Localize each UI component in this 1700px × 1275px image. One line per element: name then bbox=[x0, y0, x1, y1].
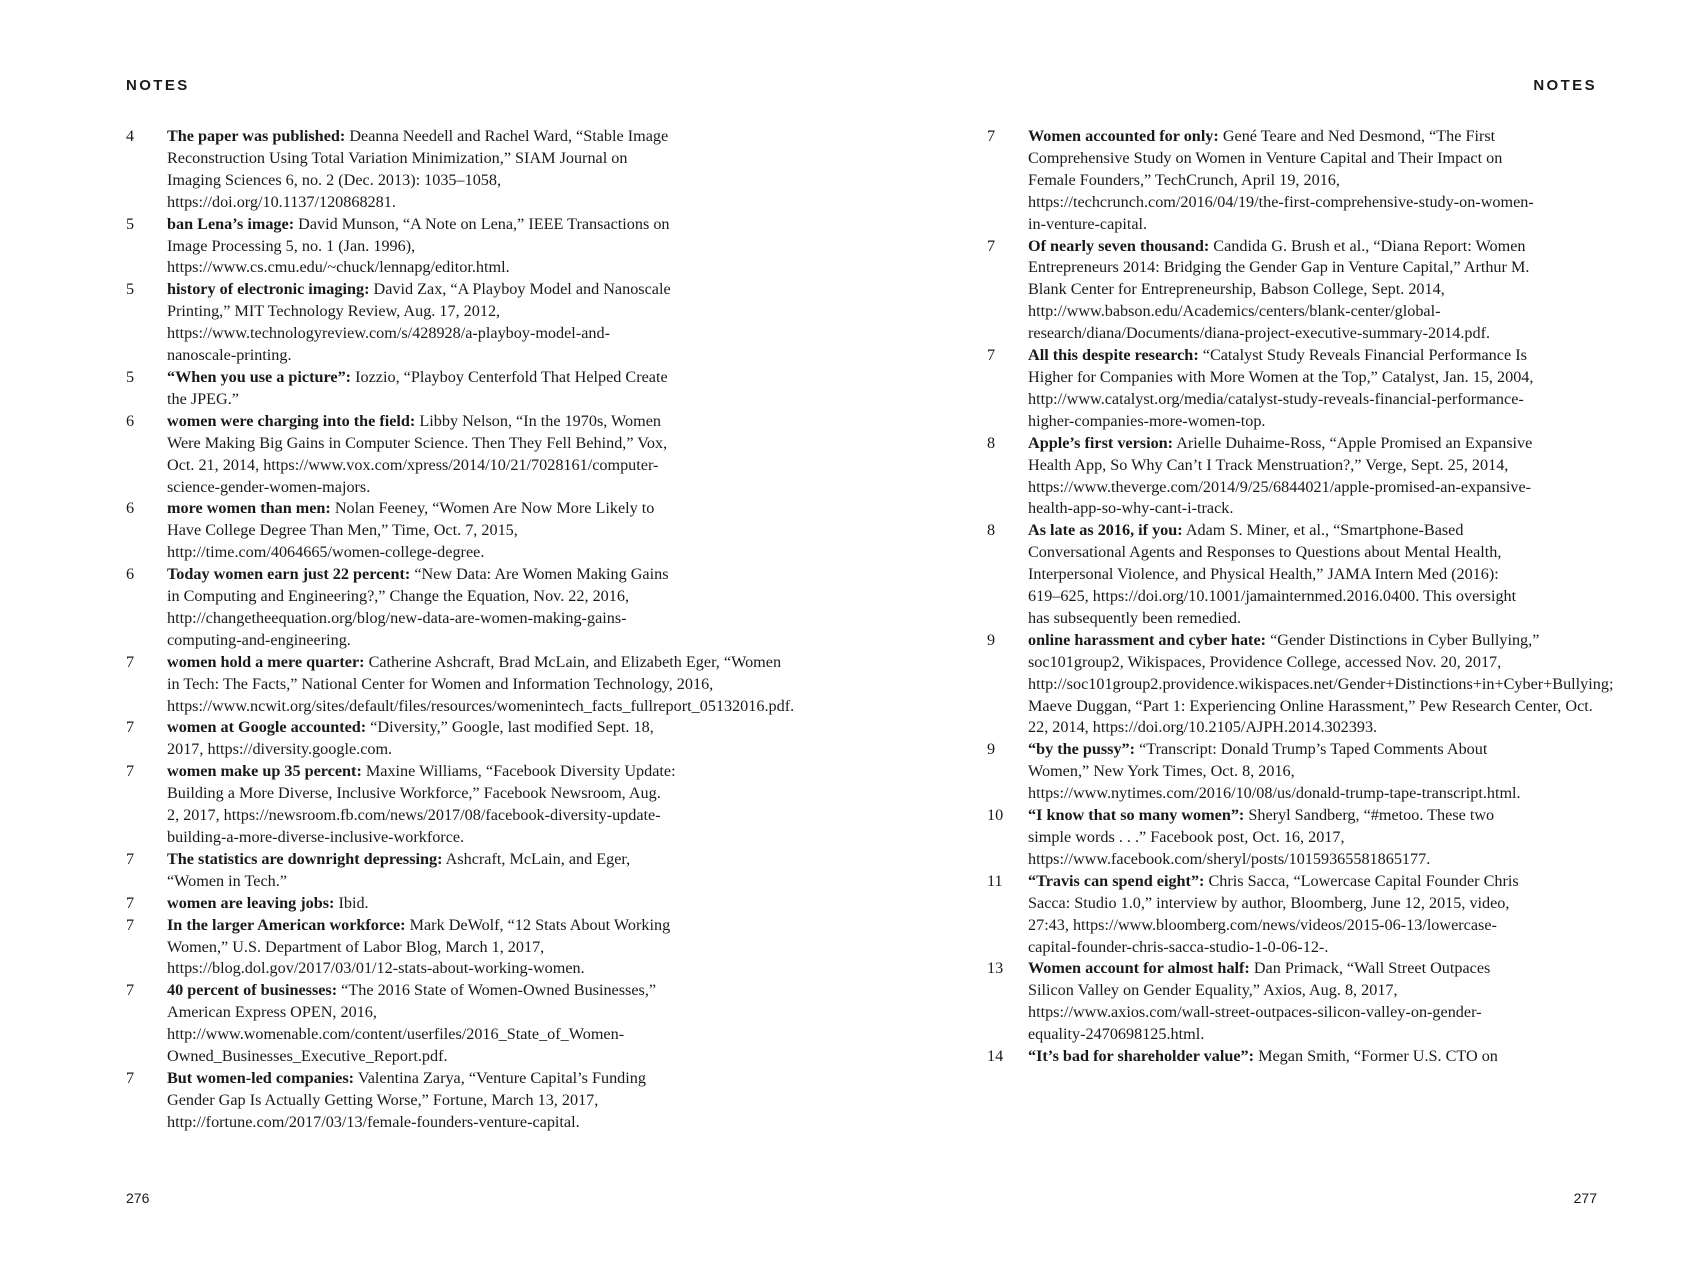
note-entry bbox=[126, 126, 676, 214]
note-body bbox=[167, 126, 676, 214]
note-entry bbox=[987, 1046, 1535, 1068]
note-citation: “Transcript: Donald Trump’s Taped Comments About Women,” New York Times, Oct. 8, 2016, https://www.nytimes.com/2016/10/08/us/donald-trump-tape-transcript.html. bbox=[1028, 740, 1521, 803]
note-body bbox=[167, 564, 676, 652]
note-entry bbox=[126, 652, 795, 718]
note-entry bbox=[126, 564, 676, 652]
note-page-ref: 4 bbox=[126, 127, 135, 145]
note-entry bbox=[126, 279, 676, 367]
note-body bbox=[1028, 433, 1535, 521]
note-body bbox=[1028, 520, 1535, 630]
note-citation: David Munson, “A Note on Lena,” IEEE Transactions on Image Processing 5, no. 1 (Jan. 1996), https://www.cs.cmu.edu/~chuck/lennapg/editor.html. bbox=[167, 214, 670, 277]
note-lead-phrase: “by the pussy”: bbox=[1028, 740, 1136, 759]
note-citation: Deanna Needell and Rachel Ward, “Stable Image Reconstruction Using Total Variation Minimization,” SIAM Journal on Imaging Sciences 6, no. 2 (Dec. 2013): 1035–1058, https://doi.org/10.1137/120868281. bbox=[167, 127, 669, 211]
note-body bbox=[167, 498, 676, 564]
note-lead-phrase: But women-led companies: bbox=[167, 1068, 355, 1087]
note-body bbox=[1028, 345, 1535, 433]
note-body bbox=[167, 652, 794, 718]
running-head-left: NOTES bbox=[126, 77, 190, 94]
note-page-ref: 6 bbox=[126, 565, 135, 584]
right-page bbox=[850, 0, 1700, 1275]
note-entry bbox=[987, 126, 1535, 236]
note-body bbox=[167, 214, 676, 280]
note-entry bbox=[987, 433, 1535, 521]
note-citation: Mark DeWolf, “12 Stats About Working Women,” U.S. Department of Labor Blog, March 1, 2017, https://blog.dol.gov/2017/03/01/12-stats-about-working-women. bbox=[167, 915, 671, 978]
note-lead-phrase: women were charging into the field: bbox=[167, 411, 416, 430]
note-page-ref: 6 bbox=[126, 499, 135, 518]
note-entry bbox=[987, 739, 1535, 805]
note-entry bbox=[126, 1068, 676, 1134]
note-page-ref: 7 bbox=[126, 762, 135, 781]
note-lead-phrase: online harassment and cyber hate: bbox=[1028, 630, 1267, 649]
note-page-ref: 8 bbox=[987, 433, 996, 452]
note-citation: Ashcraft, McLain, and Eger, “Women in Tech.” bbox=[167, 849, 631, 890]
note-page-ref: 7 bbox=[126, 652, 135, 671]
note-page-ref: 5 bbox=[126, 367, 135, 386]
note-citation: Iozzio, “Playboy Centerfold That Helped Create the JPEG.” bbox=[167, 367, 668, 408]
note-citation: “Catalyst Study Reveals Financial Performance Is Higher for Companies with More Women at the Top,” Catalyst, Jan. 15, 2004, http://www.catalyst.org/media/catalyst-study-reveals-financial-performance-higher-companies-more-women-top. bbox=[1028, 346, 1534, 430]
note-lead-phrase: The statistics are downright depressing: bbox=[167, 849, 443, 868]
note-citation: Megan Smith, “Former U.S. CTO on bbox=[1254, 1047, 1498, 1066]
note-entry bbox=[126, 214, 676, 280]
note-lead-phrase: All this despite research: bbox=[1028, 346, 1199, 365]
note-body bbox=[1028, 126, 1535, 236]
notes-list-right bbox=[987, 126, 1614, 1068]
note-lead-phrase: history of electronic imaging: bbox=[167, 280, 370, 299]
note-citation: Valentina Zarya, “Venture Capital’s Funding Gender Gap Is Actually Getting Worse,” Fortune, March 13, 2017, http://fortune.com/2017/03/13/female-founders-venture-capital. bbox=[167, 1068, 646, 1131]
note-body bbox=[1028, 236, 1535, 346]
note-body bbox=[167, 849, 676, 893]
note-page-ref: 7 bbox=[126, 718, 135, 737]
note-page-ref: 7 bbox=[126, 849, 135, 868]
note-citation: “Diversity,” Google, last modified Sept. 18, 2017, https://diversity.google.com. bbox=[167, 718, 654, 759]
note-lead-phrase: Of nearly seven thousand: bbox=[1028, 236, 1210, 255]
note-lead-phrase: In the larger American workforce: bbox=[167, 915, 406, 934]
page-number-left: 276 bbox=[126, 1190, 150, 1206]
note-entry bbox=[987, 630, 1614, 740]
note-citation: Chris Sacca, “Lowercase Capital Founder Chris Sacca: Studio 1.0,” interview by author, Bloomberg, June 12, 2015, video, 27:43, https://www.bloomberg.com/news/videos/2015-06-13/lowercase-capital-founder-chris-sacca-studio-1-0-06-12-. bbox=[1028, 871, 1519, 956]
note-lead-phrase: women are leaving jobs: bbox=[167, 893, 335, 912]
note-entry bbox=[987, 958, 1535, 1046]
note-lead-phrase: 40 percent of businesses: bbox=[167, 981, 338, 1000]
note-body bbox=[1028, 958, 1535, 1046]
note-citation: “Gender Distinctions in Cyber Bullying,” soc101group2, Wikispaces, Providence College, accessed Nov. 20, 2017, http://soc101group2.providence.wikispaces.net/Gender+Distinctions+in+Cyber+Bullying; Maeve Duggan, “Part 1: Experiencing Online Harassment,” Pew Research Center, Oct. 22, 2014, https://doi.org/10.2105/AJPH.2014.302393. bbox=[1028, 630, 1614, 737]
note-lead-phrase: women hold a mere quarter: bbox=[167, 652, 365, 671]
note-entry bbox=[987, 805, 1535, 871]
note-entry bbox=[126, 717, 676, 761]
note-body bbox=[1028, 1046, 1535, 1068]
note-body bbox=[167, 761, 676, 849]
note-citation: Maxine Williams, “Facebook Diversity Update: Building a More Diverse, Inclusive Workforce,” Facebook Newsroom, Aug. 2, 2017, https://newsroom.fb.com/news/2017/08/facebook-diversity-update-building-a-more-diverse-inclusive-workforce. bbox=[167, 762, 676, 846]
running-head-right: NOTES bbox=[1533, 77, 1597, 94]
note-lead-phrase: women make up 35 percent: bbox=[167, 762, 362, 781]
note-entry bbox=[987, 871, 1535, 959]
note-entry bbox=[126, 411, 676, 499]
note-page-ref: 6 bbox=[126, 411, 135, 430]
note-citation: “New Data: Are Women Making Gains in Computing and Engineering?,” Change the Equation, Nov. 22, 2016, http://changetheequation.org/blog/new-data-are-women-making-gains-computing-and-engineering. bbox=[167, 565, 669, 649]
note-page-ref: 8 bbox=[987, 521, 996, 540]
note-page-ref: 13 bbox=[987, 959, 1004, 978]
note-lead-phrase: Apple’s first version: bbox=[1028, 433, 1174, 452]
note-body bbox=[1028, 739, 1535, 805]
note-citation: Catherine Ashcraft, Brad McLain, and Elizabeth Eger, “Women in Tech: The Facts,” National Center for Women and Information Technology, 2016, https://www.ncwit.org/sites/default/files/resources/womenintech_facts_fullreport_05132016.pdf. bbox=[167, 652, 795, 715]
note-body bbox=[167, 411, 676, 499]
note-citation: Sheryl Sandberg, “#metoo. These two simple words . . .” Facebook post, Oct. 16, 2017, https://www.facebook.com/sheryl/posts/10159365581865177. bbox=[1028, 806, 1495, 868]
note-lead-phrase: more women than men: bbox=[167, 499, 331, 518]
note-body bbox=[167, 367, 676, 411]
note-body bbox=[167, 717, 676, 761]
note-lead-phrase: “I know that so many women”: bbox=[1028, 806, 1245, 825]
note-page-ref: 7 bbox=[126, 915, 135, 934]
note-lead-phrase: Women account for almost half: bbox=[1028, 959, 1250, 978]
note-citation: David Zax, “A Playboy Model and Nanoscale Printing,” MIT Technology Review, Aug. 17, 2012, https://www.technologyreview.com/s/428928/a-playboy-model-and-nanoscale-printing. bbox=[167, 280, 671, 365]
note-entry bbox=[987, 520, 1535, 630]
note-page-ref: 7 bbox=[126, 981, 135, 1000]
note-page-ref: 7 bbox=[987, 346, 996, 365]
note-citation: Dan Primack, “Wall Street Outpaces Silicon Valley on Gender Equality,” Axios, Aug. 8, 2017, https://www.axios.com/wall-street-outpaces-silicon-valley-on-gender-equality-2470698125.html. bbox=[1028, 959, 1491, 1044]
note-page-ref: 10 bbox=[987, 806, 1004, 825]
note-entry bbox=[126, 761, 676, 849]
note-body bbox=[167, 893, 676, 915]
note-citation: Candida G. Brush et al., “Diana Report: Women Entrepreneurs 2014: Bridging the Gender Gap in Venture Capital,” Arthur M. Blank Center for Entrepreneurship, Babson College, Sept. 2014, http://www.babson.edu/Academics/centers/blank-center/global-research/diana/Documents/diana-project-executive-summary-2014.pdf. bbox=[1028, 236, 1530, 343]
note-citation: Libby Nelson, “In the 1970s, Women Were Making Big Gains in Computer Science. Then They Fell Behind,” Vox, Oct. 21, 2014, https://www.vox.com/xpress/2014/10/21/7028161/computer-science-gender-women-majors. bbox=[167, 411, 668, 496]
note-citation: Adam S. Miner, et al., “Smartphone-Based Conversational Agents and Responses to Questions about Mental Health, Interpersonal Violence, and Physical Health,” JAMA Intern Med (2016): 619–625, https://doi.org/10.1001/jamainternmed.2016.0400. This oversight has subsequently been remedied. bbox=[1028, 521, 1517, 627]
note-page-ref: 14 bbox=[987, 1047, 1004, 1066]
note-entry bbox=[126, 893, 676, 915]
page-number-right: 277 bbox=[1573, 1190, 1597, 1206]
note-citation: Gené Teare and Ned Desmond, “The First Comprehensive Study on Women in Venture Capital and Their Impact on Female Founders,” TechCrunch, April 19, 2016, https://techcrunch.com/2016/04/19/the-first-comprehensive-study-on-women-in-venture-capital. bbox=[1028, 127, 1534, 233]
note-entry bbox=[126, 498, 676, 564]
note-page-ref: 7 bbox=[987, 127, 996, 145]
note-entry bbox=[126, 915, 676, 981]
note-entry bbox=[126, 980, 676, 1068]
note-lead-phrase: “Travis can spend eight”: bbox=[1028, 871, 1205, 890]
note-page-ref: 9 bbox=[987, 740, 996, 759]
note-citation: Ibid. bbox=[334, 893, 369, 912]
note-body bbox=[167, 279, 676, 367]
note-lead-phrase: As late as 2016, if you: bbox=[1028, 521, 1183, 540]
note-lead-phrase: “It’s bad for shareholder value”: bbox=[1028, 1047, 1255, 1066]
note-body bbox=[1028, 871, 1535, 959]
note-lead-phrase: ban Lena’s image: bbox=[167, 214, 295, 233]
note-page-ref: 7 bbox=[987, 236, 996, 255]
note-body bbox=[1028, 805, 1535, 871]
note-citation: Nolan Feeney, “Women Are Now More Likely to Have College Degree Than Men,” Time, Oct. 7, 2015, http://time.com/4064665/women-college-degree. bbox=[167, 499, 655, 562]
note-entry bbox=[126, 849, 676, 893]
note-lead-phrase: Today women earn just 22 percent: bbox=[167, 565, 411, 584]
note-lead-phrase: women at Google accounted: bbox=[167, 718, 367, 737]
note-page-ref: 7 bbox=[126, 893, 135, 912]
note-citation: Arielle Duhaime-Ross, “Apple Promised an Expansive Health App, So Why Can’t I Track Menstruation?,” Verge, Sept. 25, 2014, https://www.theverge.com/2014/9/25/6844021/apple-promised-an-expansive-health-app-so-why-cant-i-track. bbox=[1028, 433, 1533, 518]
note-entry bbox=[126, 367, 676, 411]
note-lead-phrase: The paper was published: bbox=[167, 127, 346, 145]
note-page-ref: 5 bbox=[126, 280, 135, 299]
note-lead-phrase: “When you use a picture”: bbox=[167, 367, 352, 386]
note-page-ref: 5 bbox=[126, 214, 135, 233]
note-entry bbox=[987, 345, 1535, 433]
note-page-ref: 7 bbox=[126, 1068, 135, 1087]
note-citation: “The 2016 State of Women-Owned Businesses,” American Express OPEN, 2016, http://www.womenable.com/content/userfiles/2016_State_of_Women-Owned_Businesses_Executive_Report.pdf. bbox=[167, 981, 657, 1066]
note-body bbox=[167, 1068, 676, 1134]
note-entry bbox=[987, 236, 1535, 346]
note-body bbox=[167, 915, 676, 981]
note-body bbox=[1028, 630, 1613, 740]
note-body bbox=[167, 980, 676, 1068]
note-page-ref: 11 bbox=[987, 871, 1003, 890]
note-lead-phrase: Women accounted for only: bbox=[1028, 127, 1219, 145]
note-page-ref: 9 bbox=[987, 630, 996, 649]
notes-list-left bbox=[126, 126, 795, 1134]
